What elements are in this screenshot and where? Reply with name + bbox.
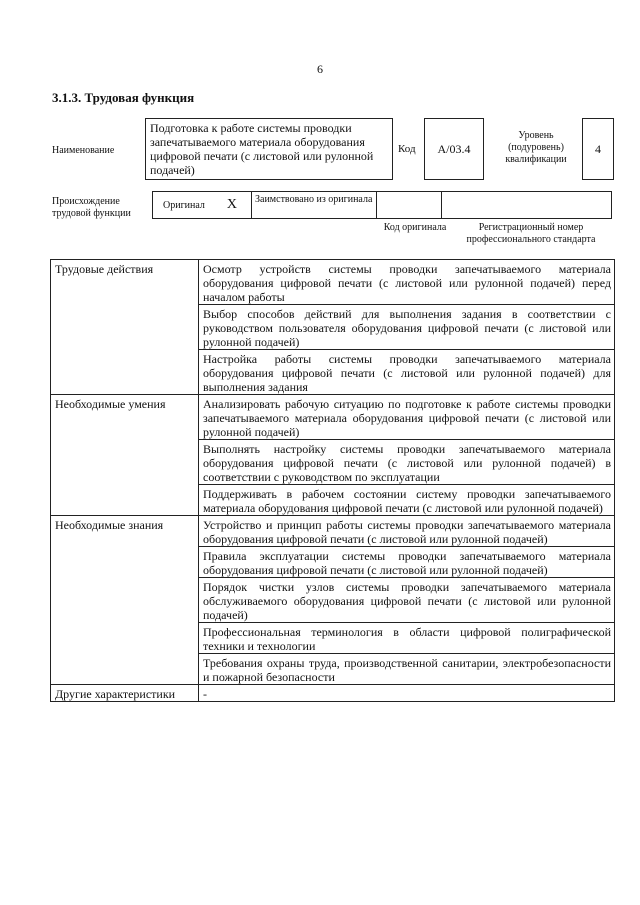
table-cell: -: [199, 685, 615, 702]
table-row: [51, 260, 615, 305]
table-row: [51, 685, 615, 702]
function-code: А/03.4: [424, 118, 484, 180]
table-cell: Выполнять настройку системы проводки запечатываемого материала оборудования цифровой печати (с листовой или рулонной подачей) в соответствии с руководством по эксплуатации: [199, 440, 615, 485]
code-original-label: Код оригинала: [383, 222, 447, 233]
reg-number-cell: [441, 191, 612, 219]
table-cell: Настройка работы системы проводки запечатываемого материала оборудования цифровой печати (с листовой или рулонной подачей) для выполнения задания: [199, 350, 615, 395]
table-cell: Требования охраны труда, производственной санитарии, электробезопасности и пожарной безопасности: [199, 654, 615, 685]
table-cell: Выбор способов действий для выполнения задания в соответствии с руководством пользователя оборудования цифровой печати (с листовой или рулонной подачей): [199, 305, 615, 350]
original-label: Оригинал: [163, 199, 205, 211]
table-cell: Устройство и принцип работы системы проводки запечатываемого материала оборудования цифровой печати (с листовой или рулонной подачей): [199, 516, 615, 547]
table-cell: Осмотр устройств системы проводки запечатываемого материала оборудования цифровой печати (с листовой или рулонной подачей) перед началом работы: [199, 260, 615, 305]
table-row: [51, 395, 615, 440]
borrowed-label: Заимствовано из оригинала: [251, 191, 377, 219]
origin-row: [152, 191, 614, 219]
table-cell: Профессиональная терминология в области цифровой полиграфической техники и технологии: [199, 623, 615, 654]
origin-label: Происхождение трудовой функции: [52, 196, 131, 219]
table-cell: Правила эксплуатации системы проводки запечатываемого материала оборудования цифровой печати (с листовой или рулонной подачей): [199, 547, 615, 578]
category-cell: Необходимые умения: [51, 395, 199, 516]
category-cell: Необходимые знания: [51, 516, 199, 685]
table-cell: Порядок чистки узлов системы проводки запечатываемого материала обслуживаемого оборудования цифровой печати (с листовой или рулонной подачей): [199, 578, 615, 623]
table-cell: Анализировать рабочую ситуацию по подготовке к работе системы проводки запечатываемого материала оборудования цифровой печати (с листовой или рулонной подачей): [199, 395, 615, 440]
table-row: [51, 516, 615, 547]
category-cell: Трудовые действия: [51, 260, 199, 395]
function-name: Подготовка к работе системы проводки запечатываемого материала оборудования цифровой печати (с листовой или рулонной подачей): [145, 118, 393, 180]
original-mark: X: [226, 197, 238, 212]
qualification-level: 4: [582, 118, 614, 180]
function-details-table: [50, 259, 615, 702]
name-label: Наименование: [52, 145, 115, 156]
level-label: Уровень (подуровень) квалификации: [505, 130, 567, 165]
section-heading: 3.1.3. Трудовая функция: [52, 90, 195, 105]
origin-original-cell: [152, 191, 252, 219]
table-cell: Поддерживать в рабочем состоянии систему проводки запечатываемого материала оборудования цифровой печати (с листовой или рулонной подачей): [199, 485, 615, 516]
page-number: 6: [317, 62, 323, 76]
code-original-cell: [376, 191, 442, 219]
category-cell: Другие характеристики: [51, 685, 199, 702]
reg-number-label: Регистрационный номер профессионального стандарта: [466, 222, 596, 245]
code-label: Код: [398, 143, 416, 155]
